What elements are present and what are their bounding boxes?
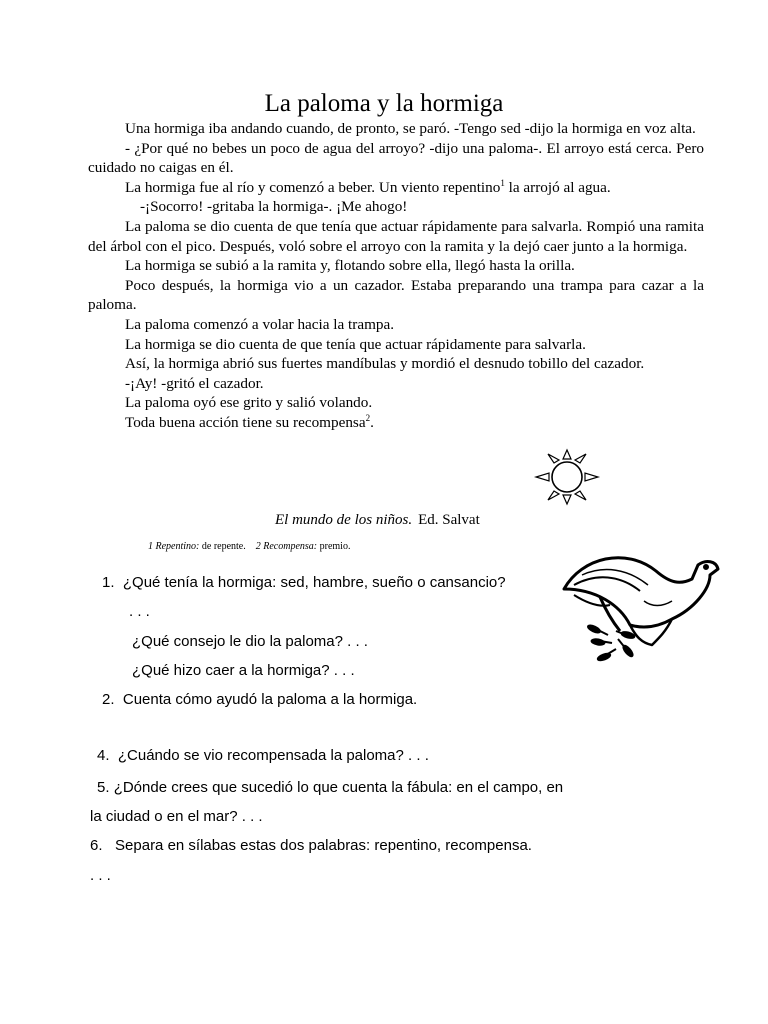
paragraph: La hormiga se subió a la ramita y, flotando sobre ella, llegó hasta la orilla. (125, 257, 575, 275)
paragraph: Poco después, la hormiga vio a un cazador. Estaba preparando una trampa para cazar a la paloma. (88, 276, 704, 314)
paragraph: La hormiga se dio cuenta de que tenía que actuar rápidamente para salvarla. (125, 335, 586, 353)
question-2: 2. Cuenta cómo ayudó la paloma a la hormiga. (102, 691, 418, 708)
question-1c: ¿Qué hizo caer a la hormiga? . . . (132, 662, 355, 679)
paragraph: - ¿Por qué no bebes un poco de agua del arroyo? -dijo una paloma-. El arroyo está cerca. Pero cuidado no caigas en él. (88, 139, 704, 177)
answer-placeholder: . . . (90, 867, 111, 884)
answer-placeholder: . . . (129, 603, 150, 620)
paragraph: Así, la hormiga abrió sus fuertes mandíbulas y mordió el desnudo tobillo del cazador. (125, 355, 645, 373)
paragraph: -¡Ay! -gritó el cazador. (125, 374, 264, 392)
paragraph: Toda buena acción tiene su recompensa$^2$. (125, 412, 374, 431)
sun-icon (530, 448, 604, 506)
paragraph: La paloma comenzó a volar hacia la trampa. (125, 315, 395, 333)
page-title: La paloma y la hormiga (264, 90, 504, 117)
paragraph: La paloma oyó ese grito y salió volando. (125, 394, 373, 412)
fable-text (88, 119, 704, 433)
footnotes: 1 Repentino: de repente. 2 Recompensa: premio. (148, 541, 351, 552)
footnote-marker: 2 (365, 412, 371, 423)
question-5-continued: la ciudad o en el mar? . . . (90, 808, 263, 825)
dove-with-branch-icon (560, 545, 720, 675)
footnote-marker: 1 (500, 177, 505, 188)
question-4: 4. ¿Cuándo se vio recompensada la paloma? . . . (97, 747, 429, 764)
question-6: 6. Separa en sílabas estas dos palabras: repentino, recompensa. (90, 837, 532, 854)
question-1: 1. ¿Qué tenía la hormiga: sed, hambre, sueño o cansancio? (102, 574, 506, 591)
source-citation: El mundo de los niños. Ed. Salvat (275, 512, 480, 528)
paragraph: Una hormiga iba andando cuando, de pronto, se paró. -Tengo sed -dijo la hormiga en voz alta. (125, 120, 696, 137)
paragraph: -¡Socorro! -gritaba la hormiga-. ¡Me ahogo! (140, 198, 408, 216)
question-5: 5. ¿Dónde crees que sucedió lo que cuenta la fábula: en el campo, en (97, 779, 564, 796)
paragraph: La hormiga fue al río y comenzó a beber. Un viento repentino$^1$ la arrojó al agua. (125, 177, 611, 196)
paragraph: La paloma se dio cuenta de que tenía que actuar rápidamente para salvarla. Rompió una ramita del árbol con el pico. Después, voló sobre el arroyo con la ramita y la dejó caer junto a la hormiga. (88, 217, 704, 255)
question-1b: ¿Qué consejo le dio la paloma? . . . (132, 633, 368, 650)
